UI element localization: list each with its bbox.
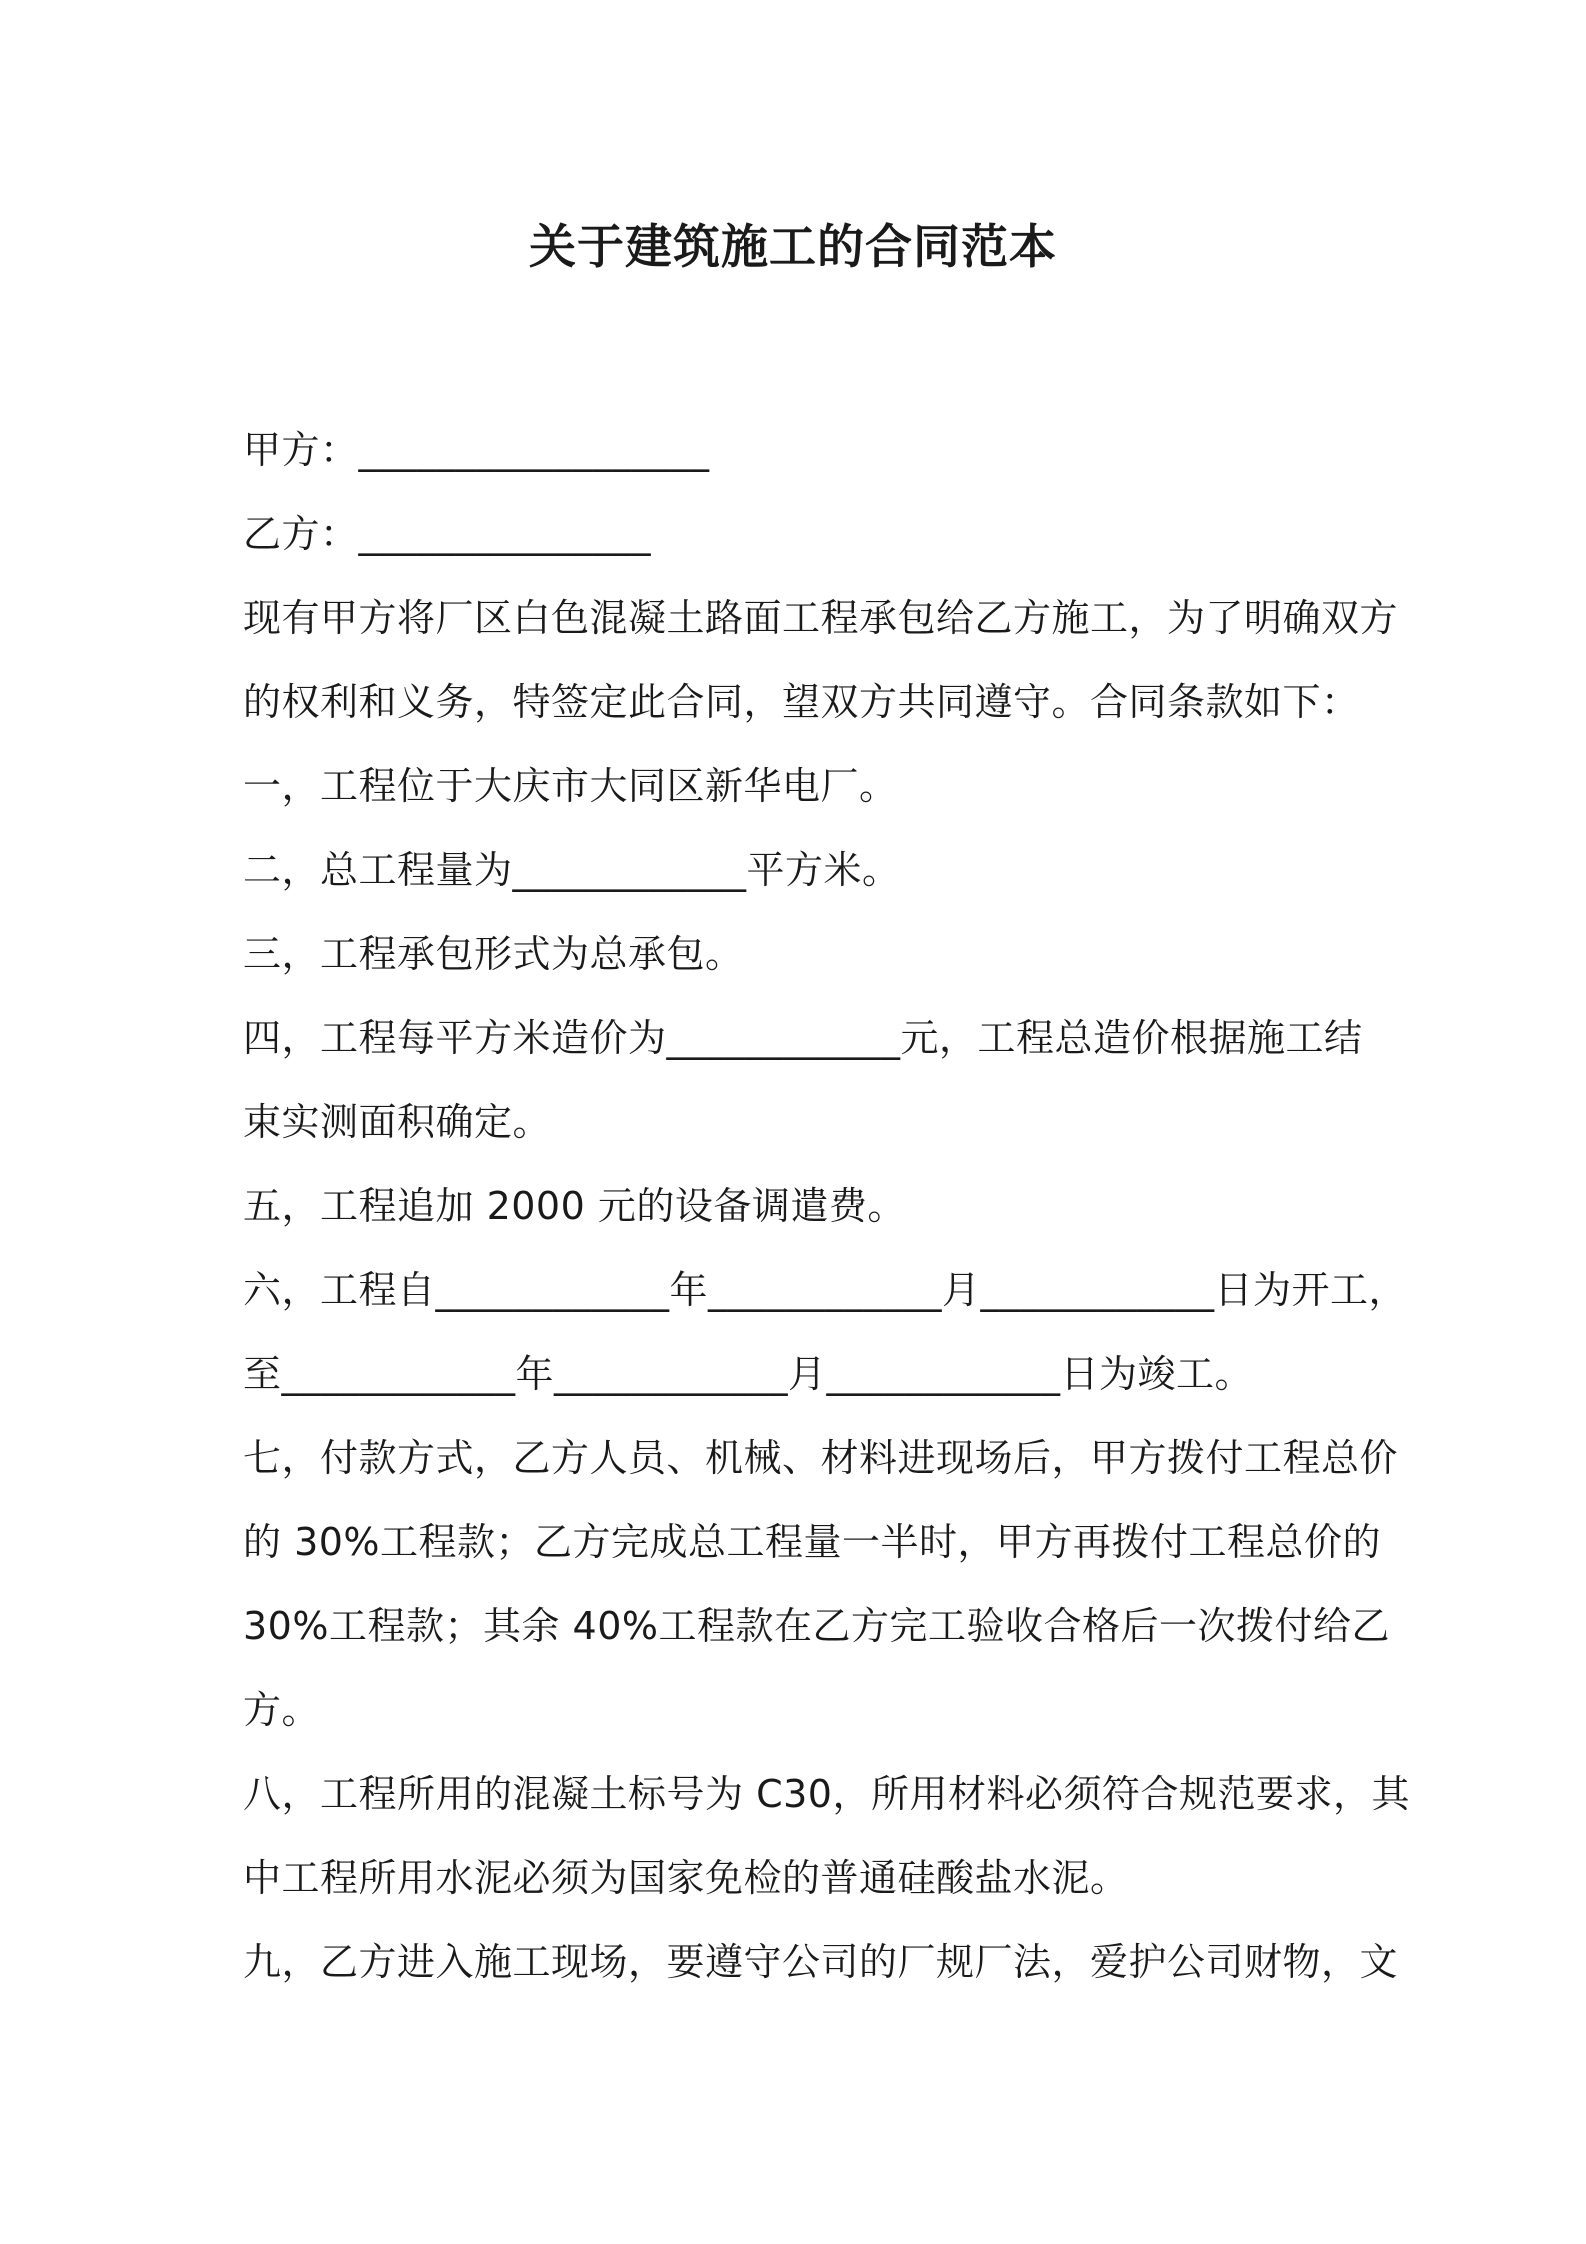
clause-5-line: 五，工程追加 2000 元的设备调遣费。	[243, 1184, 906, 1228]
clause-9-line: 九，乙方进入施工现场，要遵守公司的厂规厂法，爱护公司财物，文	[243, 1940, 1399, 1984]
clause-4-line: 四，工程每平方米造价为____________元，工程总造价根据施工结	[243, 1016, 1363, 1060]
clause-3-line: 三，工程承包形式为总承包。	[243, 932, 744, 976]
preamble-line: 现有甲方将厂区白色混凝土路面工程承包给乙方施工，为了明确双方	[243, 596, 1399, 640]
clause-7-line: 方。	[243, 1688, 321, 1732]
clause-6-line: 六，工程自____________年____________月____________日为开工，	[243, 1268, 1408, 1312]
clause-7-line: 30%工程款；其余 40%工程款在乙方完工验收合格后一次拨付给乙	[243, 1604, 1391, 1648]
clause-7-line: 的 30%工程款；乙方完成总工程量一半时，甲方再拨付工程总价的	[243, 1520, 1382, 1564]
clause-7-line: 七，付款方式，乙方人员、机械、材料进现场后，甲方拨付工程总价	[243, 1436, 1399, 1480]
clause-8-line: 八，工程所用的混凝土标号为 C30，所用材料必须符合规范要求，其	[243, 1772, 1410, 1816]
clause-8-line: 中工程所用水泥必须为国家免检的普通硅酸盐水泥。	[243, 1856, 1129, 1900]
clause-1-line: 一，工程位于大庆市大同区新华电厂。	[243, 764, 898, 808]
document-body	[243, 408, 1410, 2004]
party-a-line: 甲方：__________________	[243, 428, 710, 472]
document-title: 关于建筑施工的合同范本	[529, 220, 1057, 275]
preamble-line: 的权利和义务，特签定此合同，望双方共同遵守。合同条款如下：	[243, 680, 1360, 724]
clause-4-line: 束实测面积确定。	[243, 1100, 552, 1144]
clause-2-line: 二，总工程量为____________平方米。	[243, 848, 901, 892]
clause-6-line: 至____________年____________月____________日为竣工。	[243, 1352, 1254, 1396]
party-b-line: 乙方：_______________	[243, 512, 652, 556]
